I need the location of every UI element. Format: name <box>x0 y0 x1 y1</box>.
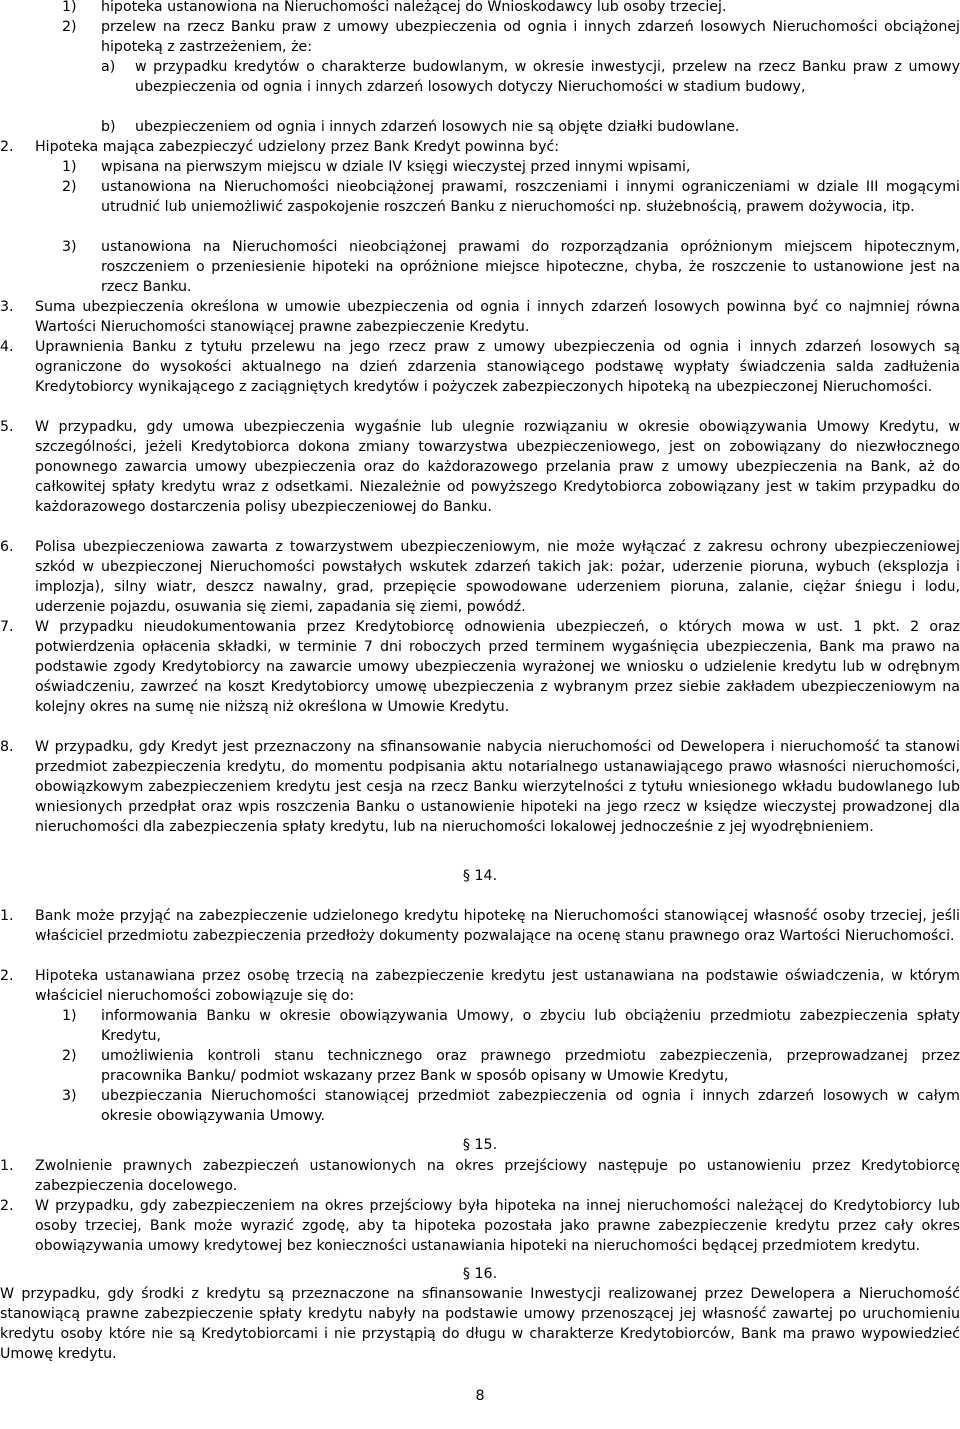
paragraph-number: 1. <box>0 1158 14 1174</box>
paragraph: W przypadku nieudokumentowania przez Kredytobiorcę odnowienia ubezpieczeń, o których mowa w ust. 1 pkt. 2 oraz potwierdzenia opłacenia składki, w terminie 7 dni roboczych przed terminem wygaśnięcia ubezpieczenia, Bank ma prawo na podstawie zgody Kredytobiorcy na zawarcie umowy ubezpieczenia wyrażonej we wniosku o udzielenie kredytu lub w odrębnym oświadczeniu, zawrzeć na koszt Kredytobiorcy umowę ubezpieczenia z wybranym przez siebie zakładem ubezpieczeniowym na kolejny okres na sumę nie niższą niż określona w Umowie Kredytu. <box>35 619 960 715</box>
section-heading: § 14. <box>462 868 498 884</box>
paragraph: umożliwienia kontroli stanu technicznego oraz prawnego przedmiotu zabezpieczenia, przeprowadzanej przez pracownika Banku/ podmiot wskazany przez Bank w sposób opisany w Umowie Kredytu, <box>101 1048 960 1084</box>
paragraph-number: 5. <box>0 419 14 435</box>
paragraph: ustanowiona na Nieruchomości nieobciążonej prawami, roszczeniami i innymi ograniczeniami w dziale III mogącymi utrudnić lub uniemożliwić zaspokojenie roszczeń Banku z nieruchomości np. służebnością, prawem dożywocia, itp. <box>101 179 960 215</box>
list-marker: b) <box>101 119 116 135</box>
paragraph-number: 2. <box>0 1198 14 1214</box>
list-marker: 1) <box>62 159 77 175</box>
paragraph: W przypadku, gdy zabezpieczeniem na okres przejściowy była hipoteka na innej nieruchomości należącej do Kredytobiorcy lub osoby trzeciej, Bank może wyrazić zgodę, aby ta hipoteka pozostała jako prawne zabezpieczenie kredytu przez cały okres obowiązywania umowy kredytowej bez konieczności ustanawiania hipoteki na nieruchomości będącej przedmiotem kredytu. <box>35 1198 960 1254</box>
paragraph: w przypadku kredytów o charakterze budowlanym, w okresie inwestycji, przelew na rzecz Banku praw z umowy ubezpieczenia od ognia i innych zdarzeń losowych dotyczy Nieruchomości w stadium budowy, <box>135 59 960 95</box>
list-marker: 3) <box>62 239 77 255</box>
paragraph: Bank może przyjąć na zabezpieczenie udzielonego kredytu hipotekę na Nieruchomości stanowiącej własność osoby trzeciej, jeśli właściciel przedmiotu zabezpieczenia przedłoży dokumenty pozwalające na ocenę stanu prawnego oraz Wartości Nieruchomości. <box>35 908 960 944</box>
paragraph: Hipoteka ustanawiana przez osobę trzecią na zabezpieczenie kredytu jest ustanawiana na podstawie oświadczenia, w którym właściciel nieruchomości zobowiązuje się do: <box>35 968 960 1004</box>
paragraph: przelew na rzecz Banku praw z umowy ubezpieczenia od ognia i innych zdarzeń losowych Nieruchomości obciążonej hipoteką z zastrzeżeniem, że: <box>101 19 960 55</box>
section-heading: § 15. <box>462 1137 498 1153</box>
paragraph-number: 2. <box>0 968 14 984</box>
paragraph-number: 7. <box>0 619 14 635</box>
paragraph: W przypadku, gdy Kredyt jest przeznaczony na sfinansowanie nabycia nieruchomości od Dewelopera i nieruchomość ta stanowi przedmiot zabezpieczenia kredytu, do momentu podpisania aktu notarialnego ustanawiającego prawo własności nieruchomości, obowiązkowym zabezpieczeniem kredytu jest cesja na rzecz Banku wierzytelności z tytułu wniesionego wkładu budowlanego lub wniesionych przedpłat oraz wpis roszczenia Banku o ustanowienie hipoteki na jego rzecz w księdze wieczystej prowadzonej dla nieruchomości dla zabezpieczenia spłaty kredytu, lub na nieruchomości lokalowej jednocześnie z jej wyodrębnieniem. <box>35 739 960 835</box>
list-marker: 1) <box>62 1008 77 1024</box>
paragraph: W przypadku, gdy środki z kredytu są przeznaczone na sfinansowanie Inwestycji realizowanej przez Dewelopera a Nieruchomość stanowiącą prawne zabezpieczenie spłaty kredytu nabyły na podstawie umowy przenoszącej jej własność zawartej po uruchomieniu kredytu osoby które nie są Kredytobiorcami i nie przystąpią do długu w charakterze Kredytobiorców, Bank ma prawo wypowiedzieć Umowę kredytu. <box>0 1286 960 1362</box>
paragraph: Hipoteka mająca zabezpieczyć udzielony przez Bank Kredyt powinna być: <box>35 139 560 155</box>
paragraph: ustanowiona na Nieruchomości nieobciążonej prawami do rozporządzania opróżnionym miejscem hipotecznym, roszczeniem o przeniesienie hipoteki na opróżnione miejsce hipoteczne, chyba, że roszczenie to ustanowione jest na rzecz Banku. <box>101 239 960 295</box>
list-marker: 3) <box>62 1088 77 1104</box>
paragraph-number: 6. <box>0 539 14 555</box>
paragraph-number: 1. <box>0 908 14 924</box>
paragraph: hipoteka ustanowiona na Nieruchomości należącej do Wnioskodawcy lub osoby trzeciej. <box>101 0 727 15</box>
paragraph: wpisana na pierwszym miejscu w dziale IV księgi wieczystej przed innymi wpisami, <box>101 159 691 175</box>
list-marker: 2) <box>62 1048 77 1064</box>
paragraph: Polisa ubezpieczeniowa zawarta z towarzystwem ubezpieczeniowym, nie może wyłączać z zakresu ochrony ubezpieczeniowej szkód w ubezpieczonej Nieruchomości powstałych wskutek zdarzeń takich jak: pożar, uderzenie pioruna, wybuch (eksplozja i implozja), silny wiatr, deszcz nawalny, grad, przepięcie spowodowane uderzeniem pioruna, zalanie, ciężar śniegu i lodu, uderzenie pojazdu, osuwania się ziemi, zapadania się ziemi, powódź. <box>35 539 960 615</box>
paragraph-number: 4. <box>0 339 14 355</box>
paragraph: ubezpieczania Nieruchomości stanowiącej przedmiot zabezpieczenia od ognia i innych zdarzeń losowych w całym okresie obowiązywania Umowy. <box>101 1088 960 1124</box>
list-marker: 2) <box>62 179 77 195</box>
list-marker: 2) <box>62 19 77 35</box>
paragraph: informowania Banku w okresie obowiązywania Umowy, o zbyciu lub obciążeniu przedmiotu zabezpieczenia spłaty Kredytu, <box>101 1008 960 1044</box>
paragraph: ubezpieczeniem od ognia i innych zdarzeń losowych nie są objęte działki budowlane. <box>135 119 740 135</box>
paragraph-number: 3. <box>0 299 14 315</box>
paragraph: W przypadku, gdy umowa ubezpieczenia wygaśnie lub ulegnie rozwiązaniu w okresie obowiązywania Umowy Kredytu, w szczególności, jeżeli Kredytobiorca dokona zmiany towarzystwa ubezpieczeniowego, jest on zobowiązany do niezwłocznego ponownego zawarcia umowy ubezpieczenia oraz do każdorazowego przelania praw z umowy ubezpieczenia na Bank, aż do całkowitej spłaty kredytu wraz z odsetkami. Niezależnie od powyższego Kredytobiorca zobowiązany jest w takim przypadku do każdorazowego dostarczenia polisy ubezpieczeniowej do Banku. <box>35 419 960 515</box>
list-marker: 1) <box>62 0 77 15</box>
paragraph: Zwolnienie prawnych zabezpieczeń ustanowionych na okres przejściowy następuje po ustanowieniu przez Kredytobiorcę zabezpieczenia docelowego. <box>35 1158 960 1194</box>
paragraph-number: 2. <box>0 139 14 155</box>
page-number: 8 <box>475 1388 485 1404</box>
paragraph: Suma ubezpieczenia określona w umowie ubezpieczenia od ognia i innych zdarzeń losowych powinna być co najmniej równa Wartości Nieruchomości stanowiącej prawne zabezpieczenie Kredytu. <box>35 299 960 335</box>
paragraph: Uprawnienia Banku z tytułu przelewu na jego rzecz praw z umowy ubezpieczenia od ognia i innych zdarzeń losowych są ograniczone do wysokości aktualnego na dzień zdarzenia stanowiącego podstawę wypłaty świadczenia salda zadłużenia Kredytobiorcy wynikającego z zaciągniętych kredytów i pożyczek zabezpieczonych hipoteką na ubezpieczonej Nieruchomości. <box>35 339 960 395</box>
list-marker: a) <box>101 59 116 75</box>
paragraph-number: 8. <box>0 739 14 755</box>
section-heading: § 16. <box>462 1266 498 1282</box>
